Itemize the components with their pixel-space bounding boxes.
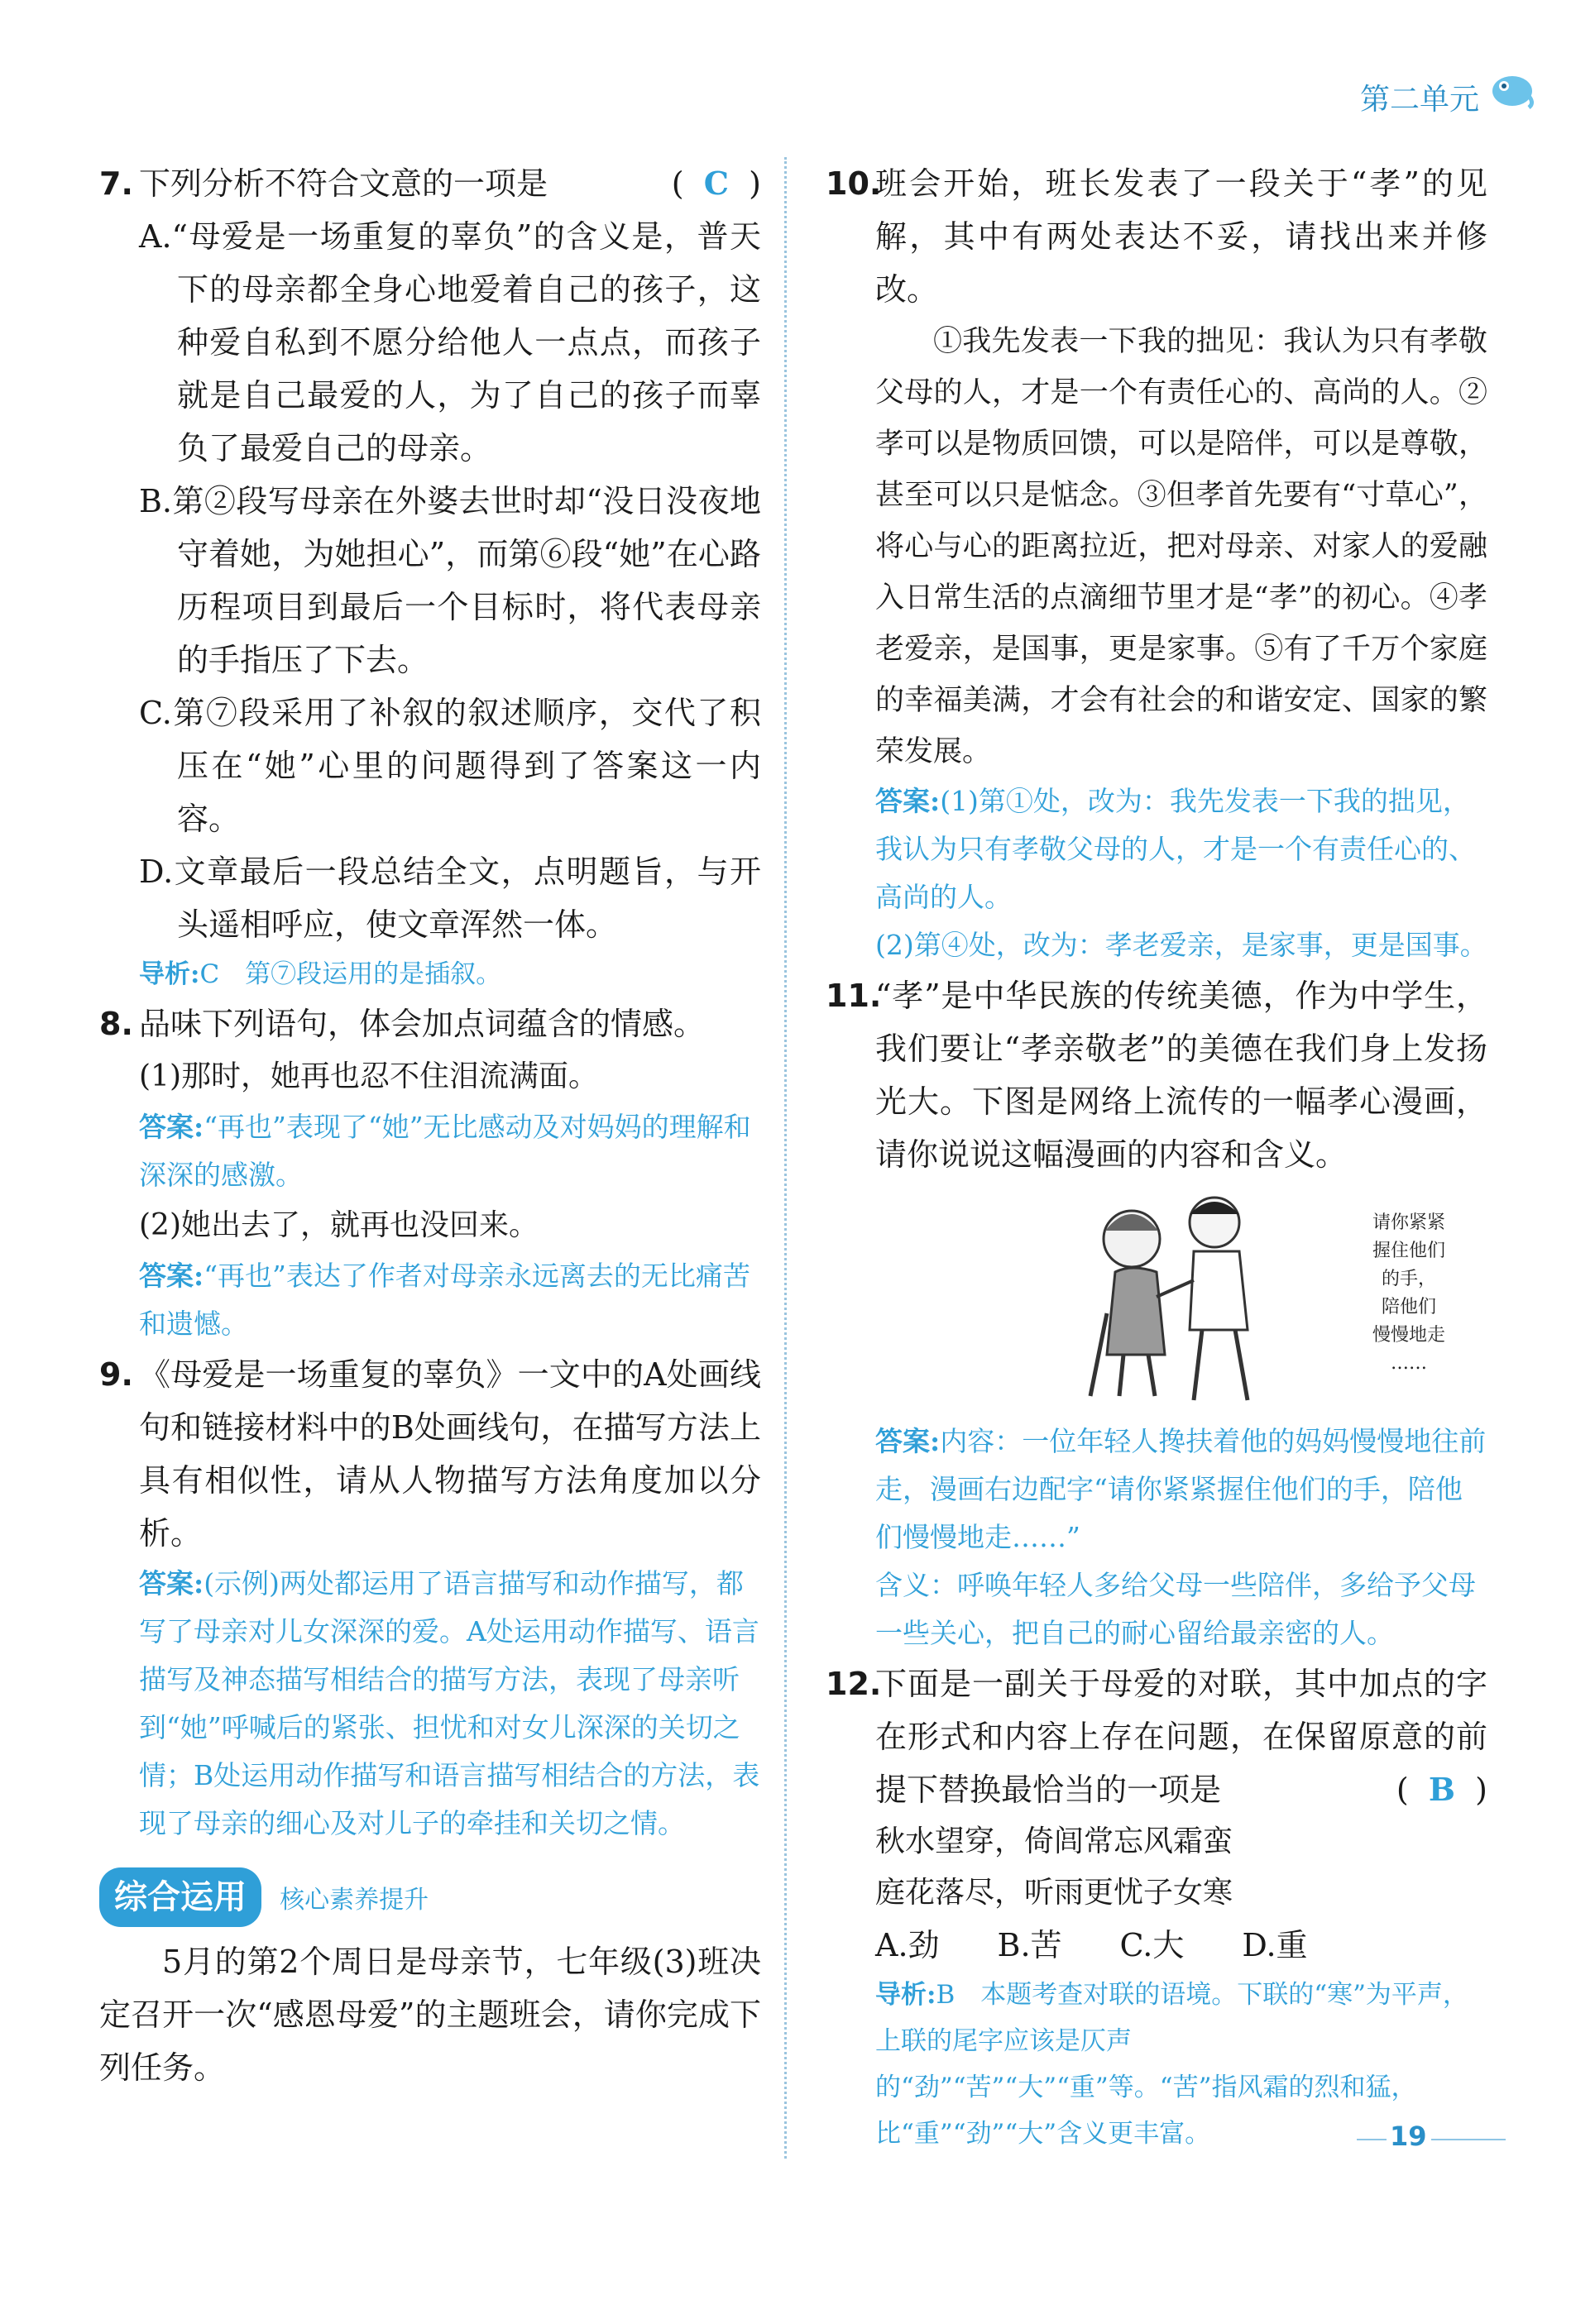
unit-title: 第二单元 (1359, 83, 1479, 117)
section-intro: 5月的第2个周日是母亲节，七年级(3)班决定召开一次“感恩母爱”的主题班会，请你完成下列任务。 (99, 1944, 761, 2086)
couplet-line-1: 秋水望穿，倚闾常忘风霜蛮 (875, 1824, 1233, 1858)
sentence-1: (1)那时，她再也忍不住泪流满面。 (139, 1059, 598, 1093)
question-12 (826, 1657, 1487, 1816)
answer-1: 答案:“再也”表现了“她”无比感动及对妈妈的理解和深深的感激。 (139, 1111, 751, 1191)
answer-choice: C (703, 165, 730, 202)
question-number: 7. (99, 165, 133, 202)
right-column (826, 157, 1487, 2157)
guide-text: 导析:B 本题考查对联的语境。下联的“寒”为平声，上联的尾字应该是仄声的“劲”“苦”“大”“重”等。“苦”指风霜的烈和猛，比“重”“劲”“大”含义更丰富。 (875, 1980, 1468, 2149)
question-number: 11. (826, 978, 882, 1014)
question-stem: 下面是一副关于母爱的对联，其中加点的字在形式和内容上存在问题，在保留原意的前提下替换最恰当的一项是 (875, 1666, 1487, 1808)
section-subtitle: 核心素养提升 (280, 1886, 429, 1915)
answer-bracket: ( C ) (671, 165, 761, 202)
option-b: B.第②段写母亲在外婆去世时却“没日没夜地守着她，为她担心”，而第⑥段“她”在心路历程项目到最后一个目标时，将代表母亲的手指压了下去。 (139, 483, 761, 678)
filial-cartoon (1057, 1189, 1487, 1413)
option-c: C.大 (1119, 1927, 1185, 1963)
question-stem: 班会开始，班长发表了一段关于“孝”的见解，其中有两处表达不妥，请找出来并修改。 (875, 165, 1487, 308)
speech-paragraph: ①我先发表一下我的拙见：我认为只有孝敬父母的人，才是一个有责任心的、高尚的人。②孝可以是物质回馈，可以是陪伴，可以是尊敬，甚至可以只是惦念。③但孝首先要有“寸草心”，将心与心的距离拉近，把对母亲、对家人的爱融入日常生活的点滴细节里才是“孝”的初心。④孝老爱亲，是国事，更是家事。⑤有了千万个家庭的幸福美满，才会有社会的和谐安定、国家的繁荣发展。 (875, 325, 1487, 768)
section-header (99, 1867, 761, 1927)
option-d: D.文章最后一段总结全文，点明题旨，与开头遥相呼应，使文章浑然一体。 (139, 854, 761, 943)
page-number: 19 (1390, 2121, 1427, 2152)
option-d: D.重 (1242, 1927, 1308, 1963)
page-line-left (1357, 2139, 1387, 2140)
question-number: 10. (826, 165, 882, 202)
question-stem: 《母爱是一场重复的辜负》一文中的A处画线句和链接材料中的B处画线句，在描写方法上具有相似性，请从人物描写方法角度加以分析。 (139, 1356, 761, 1552)
question-10 (826, 157, 1487, 316)
column-divider (784, 157, 787, 2159)
option-c: C.第⑦段采用了补叙的叙述顺序，交代了积压在“她”心里的问题得到了答案这一内容。 (139, 695, 761, 837)
answer: 答案:(示例)两处都运用了语言描写和动作描写，都写了母亲对儿女深深的爱。A处运用动作描写、语言描写及神态描写相结合的描写方法，表现了母亲听到“她”呼喊后的紧张、担忧和对女儿深深的关切之情；B处运用动作描写和语言描写相结合的方法，表现了母亲的细心及对儿子的牵挂和关切之情。 (139, 1567, 760, 1839)
question-stem: “孝”是中华民族的传统美德，作为中学生，我们要让“孝亲敬老”的美德在我们身上发扬光大。下图是网络上流传的一幅孝心漫画，请你说说这幅漫画的内容和含义。 (875, 978, 1487, 1173)
answer-2: (2)第④处，改为：孝老爱亲，是家事，更是国事。 (875, 929, 1487, 961)
question-number: 8. (99, 1006, 133, 1042)
question-8 (99, 997, 761, 1050)
choice-options (875, 1919, 1487, 1972)
cartoon-figures (1057, 1189, 1330, 1413)
left-column (99, 157, 761, 2094)
question-7 (99, 157, 761, 210)
section-badge: 综合运用 (99, 1867, 261, 1927)
chameleon-icon (1487, 69, 1537, 114)
question-number: 9. (99, 1356, 133, 1393)
answer-bracket: ( B ) (1396, 1771, 1487, 1808)
option-a: A.“母爱是一场重复的辜负”的含义是，普天下的母亲都全身心地爱着自己的孩子，这种爱自私到不愿分给他人一点点，而孩子就是自己最爱的人，为了自己的孩子而辜负了最爱自己的母亲。 (139, 218, 761, 466)
option-a: A.劲 (875, 1927, 940, 1963)
answer-2: 答案:“再也”表达了作者对母亲永远离去的无比痛苦和遗憾。 (139, 1260, 750, 1340)
question-number: 12. (826, 1666, 882, 1702)
page-line-right (1431, 2139, 1506, 2140)
option-b: B.苦 (997, 1927, 1062, 1963)
cartoon-caption: 请你紧紧 握住他们 的手， 陪他们 慢慢地走 …… (1372, 1212, 1445, 1374)
answer-1: 答案:(1)第①处，改为：我先发表一下我的拙见，我认为只有孝敬父母的人，才是一个有责任心的、高尚的人。 (875, 785, 1476, 913)
couplet-line-2: 庭花落尽，听雨更忧子女寒 (875, 1876, 1233, 1910)
question-stem: 品味下列语句，体会加点词蕴含的情感。 (139, 1006, 706, 1042)
question-11 (826, 969, 1487, 1181)
question-stem: 下列分析不符合文意的一项是 (139, 165, 548, 202)
answer-2: 含义：呼唤年轻人多给父母一些陪伴，多给予父母一些关心，把自己的耐心留给最亲密的人。 (875, 1569, 1476, 1649)
question-9 (99, 1348, 761, 1560)
answer-choice: B (1428, 1771, 1456, 1808)
sentence-2: (2)她出去了，就再也没回来。 (139, 1208, 539, 1242)
answer-1: 答案:内容：一位年轻人搀扶着他的妈妈慢慢地往前走，漫画右边配字“请你紧紧握住他们的手，陪他们慢慢地走……” (875, 1425, 1487, 1553)
guide-text: 导析:C 第⑦段运用的是插叙。 (139, 959, 502, 989)
